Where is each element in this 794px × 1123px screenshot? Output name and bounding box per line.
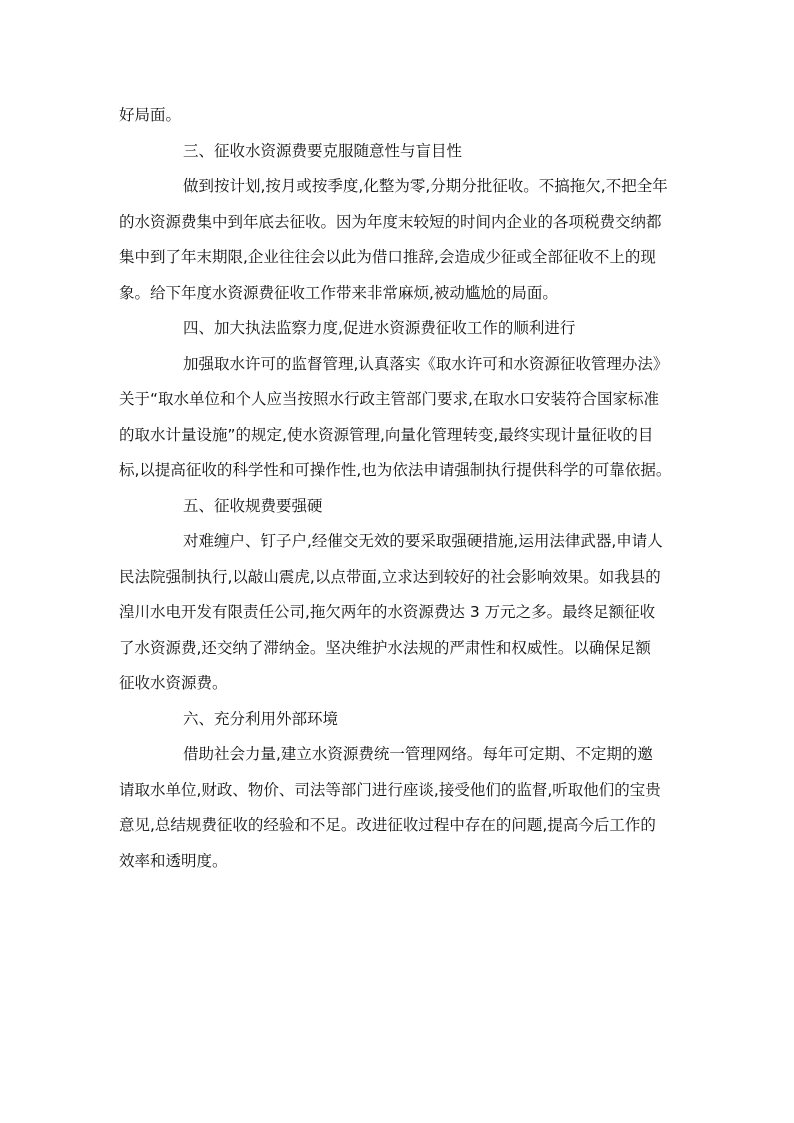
section-heading: 三、征收水资源费要克服随意性与盲目性: [183, 141, 463, 160]
paragraph-line: 请取水单位,财政、物价、司法等部门进行座谈,接受他们的监督,听取他们的宝贵: [119, 780, 661, 799]
paragraph-line: 的取水计量设施”的规定,使水资源管理,向量化管理转变,最终实现计量征收的目: [119, 425, 654, 444]
paragraph-line: 对难缠户、钉子户,经催交无效的要采取强硬措施,运用法律武器,申请人: [183, 532, 663, 550]
paragraph-line: 象。给下年度水资源费征收工作带来非常麻烦,被动尴尬的局面。: [119, 283, 558, 302]
paragraph-line: 了水资源费,还交纳了滞纳金。坚决维护水法规的严肃性和权威性。以确保足额: [119, 638, 651, 657]
paragraph-line: 加强取水许可的监督管理,认真落实《取水许可和水资源征收管理办法》: [183, 354, 669, 373]
paragraph-line: 关于“取水单位和个人应当按照水行政主管部门要求,在取水口安装符合国家标准: [119, 390, 659, 408]
paragraph-line: 好局面。: [119, 106, 182, 124]
paragraph-line: 标,以提高征收的科学性和可操作性,也为依法申请强制执行提供科学的可靠依据。: [119, 461, 672, 479]
section-heading: 五、征收规费要强硬: [183, 496, 323, 515]
paragraph-line: 民法院强制执行,以敲山震虎,以点带面,立求达到较好的社会影响效果。如我县的: [119, 567, 661, 586]
paragraph-line: 集中到了年末期限,企业往往会以此为借口推辞,会造成少征或全部征收不上的现: [119, 248, 656, 266]
paragraph-line: 做到按计划,按月或按季度,化整为零,分期分批征收。不搞拖欠,不把全年: [183, 177, 668, 195]
document-body: [119, 98, 679, 879]
paragraph-line: 意见,总结规费征收的经验和不足。改进征收过程中存在的问题,提高今后工作的: [119, 816, 656, 834]
paragraph-line: 的水资源费集中到年底去征收。因为年度末较短的时间内企业的各项税费交纳都: [119, 212, 662, 231]
section-heading: 六、充分利用外部环境: [183, 709, 339, 728]
paragraph-line: 借助社会力量,建立水资源费统一管理网络。每年可定期、不定期的邀: [183, 745, 653, 763]
section-heading: 四、加大执法监察力度,促进水资源费征收工作的顺利进行: [183, 319, 576, 337]
paragraph-line: 征收水资源费。: [119, 674, 228, 692]
paragraph-line: 湟川水电开发有限责任公司,拖欠两年的水资源费达 3 万元之多。最终足额征收: [119, 603, 656, 621]
paragraph-line: 效率和透明度。: [119, 851, 228, 870]
